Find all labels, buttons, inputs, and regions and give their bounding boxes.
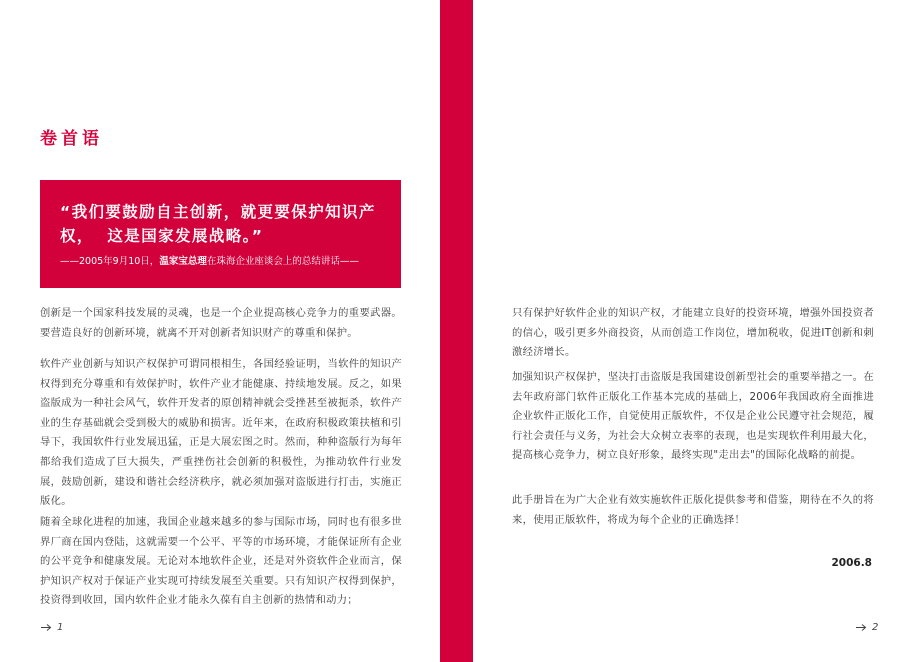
- section-title: 卷首语: [40, 129, 103, 149]
- right-paragraph: 只有保护好软件企业的知识产权，才能建立良好的投资环境，增强外国投资者的信心，吸引更多外商投资，从而创造工作岗位，增加税收，促进IT创新和刺激经济增长。: [512, 307, 874, 359]
- attribution-name: 温家宝总理: [159, 256, 207, 267]
- publication-date: 2006.8: [831, 557, 872, 569]
- arrow-right-icon: [41, 623, 52, 632]
- quote-attribution: [60, 255, 390, 269]
- left-paragraph: 软件产业创新与知识产权保护可谓同根相生，各国经验证明，当软件的知识产权得到充分尊重和有效保护时，软件产业才能健康、持续地发展。反之，如果盗版成为一种社会风气，软件开发者的原创精神就会受挫甚至被扼杀，软件产业的生存基础就会受到极大的威胁和损害。近年来，在政府积极政策扶植和引导下，我国软件行业发展迅猛，正是大展宏图之时。然而，种种盗版行为每年都给我们造成了巨大损失，严重挫伤社会创新的积极性，为推动软件行业发展，鼓励创新，建设和谐社会经济秩序，就必须加强对盗版进行打击，实施正版化。: [40, 358, 402, 508]
- page-number-text: 1: [57, 622, 64, 633]
- page-number-text: 2: [872, 622, 879, 633]
- left-paragraph: 创新是一个国家科技发展的灵魂，也是一个企业提高核心竞争力的重要武器。要营造良好的创新环境，就离不开对创新者知识财产的尊重和保护。: [40, 307, 402, 339]
- page-number-right: [856, 622, 878, 633]
- book-spine: [440, 0, 473, 662]
- arrow-right-icon: [856, 623, 867, 632]
- quote-text: “我们要鼓励自主创新，就更要保护知识产权， 这是国家发展战略。”: [60, 203, 376, 245]
- left-paragraph: 随着全球化进程的加速，我国企业越来越多的参与国际市场，同时也有很多世界厂商在国内登陆，这就需要一个公平、平等的市场环境，才能保证所有企业的公平竞争和健康发展。无论对本地软件企业，还是对外资软件企业而言，保护知识产权对于保证产业实现可持续发展至关重要。只有知识产权得到保护，投资得到收回，国内软件企业才能永久葆有自主创新的热情和动力；: [40, 516, 402, 607]
- attribution-prefix: ——2005年9月10日，: [60, 256, 160, 267]
- quote-box: [40, 180, 401, 288]
- right-paragraph: 加强知识产权保护，坚决打击盗版是我国建设创新型社会的重要举措之一。在去年政府部门软件正版化工作基本完成的基础上，2006年我国政府全面推进企业软件正版化工作，自觉使用正版软件，不仅是企业公民遵守社会规范，履行社会责任与义务，为社会大众树立表率的表现，也是实现软件利用最大化，提高核心竞争力，树立良好形象，最终实现"走出去"的国际化战略的前提。: [512, 371, 874, 462]
- attribution-suffix: 在珠海企业座谈会上的总结讲话——: [206, 256, 359, 267]
- right-paragraph: 此手册旨在为广大企业有效实施软件正版化提供参考和借鉴，期待在不久的将来，使用正版软件，将成为每个企业的正确选择！: [512, 494, 874, 526]
- page-number-left: [41, 622, 63, 633]
